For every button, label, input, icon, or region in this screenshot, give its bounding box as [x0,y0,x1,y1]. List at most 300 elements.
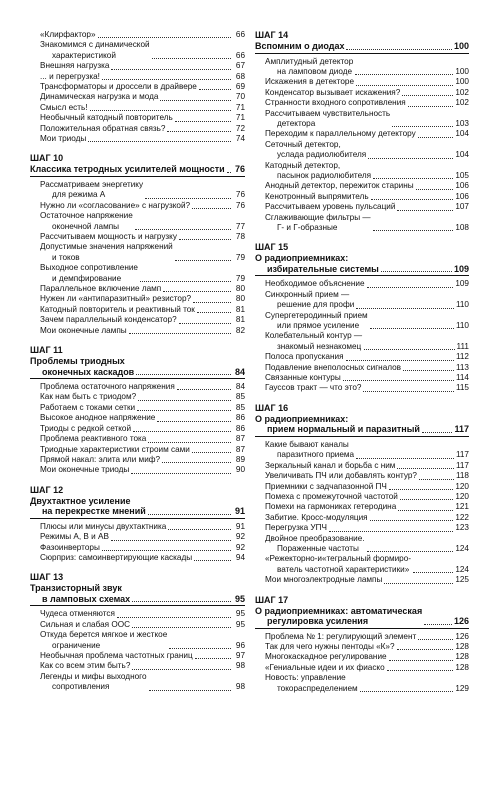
page-number: 84 [234,366,245,377]
chapter-title [255,414,469,437]
leader-dots [392,126,453,127]
chapter-label: ШАГ 13 [30,572,64,583]
toc-entry [255,109,469,130]
toc-entry-line: пасынок радиолюбителя [277,170,372,180]
toc-entry-text [265,213,371,234]
toc-entry-text [265,77,354,87]
page-number: 76 [235,200,245,210]
toc-entry-line: Многокаскадное регулирование [265,652,387,662]
chapter-block [30,30,245,144]
toc-entry-text [40,232,177,242]
chapter-title-text [255,414,420,435]
page-number: 124 [455,543,469,553]
toc-entry-text [40,609,115,619]
toc-entry-text [40,661,130,671]
toc-entry-text [40,651,193,661]
toc-entry-line: прием нормальный и паразитный [267,424,420,435]
toc-entry-line: Классика тетродных усилителей мощности [30,164,225,175]
toc-entry-text [40,72,100,82]
leader-dots [148,442,231,443]
page-number: 122 [455,512,469,522]
toc-entry-line: О радиоприемниках: автоматическая [255,605,423,616]
leader-dots [132,601,231,602]
toc-entry-line: Какие бывают каналы [265,439,349,449]
toc-entry [255,461,469,471]
toc-entry [30,661,245,671]
toc-entry [30,455,245,465]
chapter-label: ШАГ 17 [255,594,289,605]
page-number: 82 [235,325,245,335]
page-number: 91 [235,521,245,531]
toc-entry-line: Сглаживающие фильтры — [265,212,371,222]
toc-entry-line: Так для чего нужны пентоды «К»? [265,641,395,651]
toc-entry-text [265,482,387,492]
toc-entry-line: Мои оконечные лампы [40,325,127,335]
page-number: 71 [235,102,245,112]
chapter-title [30,496,245,519]
toc-entry-text [40,315,177,325]
chapter-label: ШАГ 12 [30,484,64,495]
toc-entry-line: регулировка усиления [267,616,369,627]
chapter-title [30,356,245,379]
leader-dots [422,432,453,433]
toc-entry-text [265,279,365,289]
toc-entry-text [265,290,354,311]
toc-entry-text [265,161,371,182]
page-number: 95 [235,609,245,619]
page-number: 123 [455,523,469,533]
leader-dots [356,308,454,309]
toc-entry [255,440,469,461]
toc-entry [255,642,469,652]
leader-dots [199,89,231,90]
leader-dots [368,158,453,159]
chapter-label: ШАГ 16 [255,402,289,413]
toc-entry [255,98,469,108]
chapter-title [255,253,469,276]
toc-entry [255,57,469,78]
toc-entry-line: Мои триоды [40,134,87,144]
leader-dots [197,312,231,313]
toc-entry-text [40,30,96,40]
leader-dots [132,669,231,670]
toc-entry-line: Необычный катодный повторитель [40,113,173,123]
toc-entry-line: сопротивления [52,682,110,692]
leader-dots [177,389,231,390]
toc-entry-line: Положительная обратная связь? [40,123,166,133]
toc-entry [30,403,245,413]
toc-entry-line: Увеличивать ПЧ или добавлять контур? [265,471,417,481]
chapter-title-text [255,41,344,52]
leader-dots [387,670,454,671]
toc-entry-line: Выходное сопротивление [40,263,138,273]
leader-dots [175,121,231,122]
page-number: 104 [455,129,469,139]
toc-entry [255,673,469,694]
toc-entry-text [265,129,416,139]
toc-entry-text [40,82,197,92]
toc-entry-line: Зачем параллельный конденсатор? [40,315,177,325]
toc-entry-line: на ламповом диоде [277,66,353,76]
leader-dots [160,100,231,101]
toc-entry [255,652,469,662]
toc-entry-line: Сильная и слабая ООС [40,619,130,629]
toc-entry-text [265,181,414,191]
leader-dots [371,199,454,200]
toc-entry-line: Параллельное включение ламп [40,284,162,294]
toc-entry [30,392,245,402]
page-number: 117 [455,460,469,470]
page-number: 102 [455,98,469,108]
page-number: 80 [235,284,245,294]
toc-entry-line: детектора [277,118,316,128]
toc-entry [30,134,245,144]
toc-entry [255,363,469,373]
leader-dots [111,540,231,541]
toc-entry [30,124,245,134]
toc-entry-line: Триоды с редкой сеткой [40,423,132,433]
page-number: 117 [455,450,469,460]
toc-entry-line: Синхронный прием — [265,289,350,299]
leader-dots [356,85,453,86]
toc-entry [30,61,245,71]
toc-entry-line: Колебательный контур — [265,331,363,341]
page-number: 128 [455,652,469,662]
page-number: 79 [235,252,245,262]
toc-entry [30,305,245,315]
leader-dots [343,380,454,381]
toc-entry-line: Транзисторный звук [30,583,122,594]
toc-entry-line: «Клирфактор» [40,30,96,39]
toc-entry-text [265,383,361,393]
leader-dots [98,37,231,38]
leader-dots [402,95,453,96]
toc-entry-text [265,642,395,652]
page-number: 128 [455,641,469,651]
toc-entry-line: Нужно ли «согласование» с нагрузкой? [40,200,191,210]
chapter-label: ШАГ 15 [255,242,289,253]
toc-entry [255,192,469,202]
leader-dots [408,106,454,107]
leader-dots [152,58,231,59]
toc-entry-line: Режимы А, В и АВ [40,532,109,542]
leader-dots [163,291,231,292]
leader-dots [169,648,231,649]
toc-entry-line: решение для профи [277,300,355,310]
chapter-title-text [255,606,422,627]
toc-entry-line: Как со всем этим быть? [40,661,131,671]
toc-entry-text [40,92,158,102]
toc-entry-text [265,57,353,78]
toc-entry-line: Приемники с задчапазонной ПЧ [265,481,387,491]
toc-entry [255,202,469,212]
toc-entry-line: Катодный детектор, [265,160,341,170]
toc-entry-text [40,61,109,71]
page-number: 81 [235,315,245,325]
page-number: 85 [235,402,245,412]
toc-entry-line: Рассматриваем энергетику [40,179,144,189]
leader-dots [162,462,231,463]
toc-entry-line: Откуда берется мягкое и жесткое [40,630,168,640]
leader-dots [364,349,454,350]
page-number: 84 [235,382,245,392]
toc-entry-text [265,440,354,461]
toc-entry-line: Динамическая нагрузка и мода [40,92,159,102]
page-number: 129 [455,683,469,693]
page-number: 96 [235,640,245,650]
toc-entry-line: Остаточное напряжение [40,211,133,221]
toc-entry-line: Чудеса отменяются [40,609,115,619]
chapter-block [30,345,245,476]
page-number: 125 [455,575,469,585]
toc-entry-line: Проблема реактивного тока [40,434,147,444]
page-number: 112 [455,352,469,362]
leader-dots [419,479,454,480]
toc-entry-line: «Гениальные идеи и их фиаско [265,662,385,672]
toc-entry-line: Амплитудный детектор [265,56,354,66]
page-number: 81 [235,304,245,314]
toc-entry [30,553,245,563]
page-number: 72 [235,123,245,133]
chapter-title-text [30,583,130,604]
toc-entry-line: Проблема остаточного напряжения [40,382,175,392]
toc-entry-line: Гауссов тракт — что это? [265,383,362,393]
toc-entry [255,140,469,161]
leader-dots [346,360,454,361]
page-number: 92 [235,532,245,542]
toc-entry [255,373,469,383]
toc-entry [30,242,245,263]
page-number: 76 [235,190,245,200]
page-number: 108 [455,223,469,232]
toc-entry-line: Двухтактное усиление [30,495,131,506]
toc-entry-text [265,575,382,585]
toc-entry-text [40,180,143,201]
toc-entry [30,232,245,242]
page-number: 71 [235,113,245,123]
toc-entry-text [40,211,133,232]
page-number: 114 [455,373,469,383]
toc-entry [30,465,245,475]
page-number: 80 [235,294,245,304]
toc-entry-line: Перегрузка УПЧ [265,523,327,533]
leader-dots [381,271,452,272]
page-number: 111 [456,341,469,351]
toc-entry-line: Г- и Г-образные [277,223,338,232]
toc-entry [255,663,469,673]
toc-entry-text [265,523,327,533]
page-number: 97 [235,650,245,660]
toc-entry-line: Странности входного сопротивления [265,98,406,108]
leader-dots [195,658,231,659]
toc-entry-text [265,98,406,108]
toc-entry [255,331,469,352]
leader-dots [192,452,231,453]
page-number: 66 [235,30,245,39]
leader-dots [424,624,452,625]
toc-entry [255,471,469,481]
toc-entry [255,534,469,555]
toc-entry-line: Трансформаторы и дроссели в драйвере [40,82,197,92]
toc-entry-text [265,652,387,662]
toc-entry-text [40,403,135,413]
toc-entry-text [265,461,395,471]
toc-entry-line: Зеркальный канал и борьба с ним [265,460,396,470]
toc-entry-text [265,331,362,352]
toc-entry [255,632,469,642]
toc-entry-text [40,672,147,693]
chapter-title [30,583,245,606]
toc-entry-line: Внешняя нагрузка [40,61,110,71]
toc-entry-line: Фазоинверторы [40,542,100,552]
toc-entry [30,103,245,113]
chapter-title [255,41,469,54]
page-number: 115 [455,383,469,393]
toc-entry-text [265,192,369,202]
chapter-title-text [30,356,134,377]
toc-entry-line: Связанные контуры [265,373,341,383]
toc-entry-line: Мои многоэлектродные лампы [265,575,383,585]
page-number: 95 [235,619,245,629]
toc-entry-line: Триодные характеристики строим сами [40,444,190,454]
page-number: 110 [455,300,469,310]
page-number: 121 [455,502,469,512]
toc-entry-text [40,305,195,315]
toc-entry-line: Работаем с токами сетки [40,402,136,412]
leader-dots [179,323,231,324]
toc-entry-text [40,392,136,402]
toc-entry [30,413,245,423]
toc-entry-text [265,363,401,373]
leader-dots [88,141,231,142]
toc-entry-text [40,201,190,211]
leader-dots [363,391,454,392]
toc-entry-text [265,109,390,130]
page-number: 85 [235,392,245,402]
page-number: 126 [453,616,469,627]
toc-entry-line: Мои оконечные триоды [40,465,130,475]
page-number: 128 [455,662,469,672]
leader-dots [356,458,454,459]
toc-entry [30,382,245,392]
leader-dots [145,198,231,199]
toc-entry [30,30,245,40]
leader-dots [329,531,453,532]
leader-dots [179,239,231,240]
toc-entry [30,609,245,619]
leader-dots [136,374,231,375]
page-number: 76 [234,164,245,175]
page-number: 100 [455,77,469,87]
toc-entry [30,201,245,211]
toc-entry-text [40,413,155,423]
toc-entry-line: услада радиолюбителя [277,150,367,160]
toc-entry-text [265,311,368,332]
toc-entry-line: ограничение [52,640,101,650]
toc-entry [30,263,245,284]
toc-entry [30,315,245,325]
leader-dots [346,49,452,50]
toc-entry [255,161,469,182]
toc-entry [255,352,469,362]
chapter-block [30,485,245,564]
toc-entry-line: Искажения в детекторе [265,77,355,87]
leader-dots [389,660,454,661]
page-number: 74 [235,134,245,144]
toc-entry-text [40,263,138,284]
leader-dots [418,137,454,138]
chapter-block [30,572,245,692]
leader-dots [403,370,454,371]
chapter-title [255,606,469,629]
page-number: 87 [235,444,245,454]
toc-entry-line: Как нам быть с триодом? [40,392,137,402]
page-number: 107 [455,202,469,212]
page-number: 90 [235,465,245,475]
leader-dots [367,551,454,552]
toc-entry [255,513,469,523]
toc-entry-text [40,630,167,651]
toc-entry [30,40,245,61]
leader-dots [90,110,231,111]
toc-entry-line: Пораженные частоты [277,543,359,553]
toc-entry-text [40,382,175,392]
toc-entry-text [265,554,411,575]
leader-dots [397,210,453,211]
toc-column-right [255,30,469,703]
page-number: 109 [453,263,469,274]
toc-entry-line: Подавление внеполосных сигналов [265,362,402,372]
toc-entry-line: Проблемы триодных [30,356,125,367]
page-number: 105 [455,170,469,180]
page-number: 117 [454,424,469,435]
toc-entry-line: и токов [52,252,80,262]
chapter-block [255,30,469,233]
toc-entry-line: Анодный детектор, пережиток старины [265,181,414,191]
toc-entry-text [40,522,166,532]
toc-entry-line: в ламповых схемах [42,593,131,604]
leader-dots [132,627,231,628]
leader-dots [194,560,231,561]
page-number: 126 [455,631,469,641]
toc-entry [255,482,469,492]
toc-entry-text [265,513,368,523]
leader-dots [175,260,231,261]
toc-entry-line: Полоса пропускания [265,352,344,362]
chapter-label: ШАГ 10 [30,153,64,164]
toc-entry [255,554,469,575]
leader-dots [360,691,454,692]
leader-dots [389,489,453,490]
toc-entry-line: Помехи на гармониках гетеродина [265,502,397,512]
leader-dots [384,583,453,584]
toc-entry [30,532,245,542]
toc-entry-text [40,103,88,113]
toc-entry [30,543,245,553]
leader-dots [102,550,231,551]
leader-dots [355,74,453,75]
toc-entry [30,620,245,630]
toc-entry-line: Смысл есть! [40,102,88,112]
toc-entry-line: и демпфирование [52,273,122,283]
toc-entry-text [265,502,396,512]
toc-entry-text [40,294,191,304]
toc-entry [30,82,245,92]
toc-entry-line: или прямое усиление [277,321,360,331]
leader-dots [131,473,231,474]
toc-entry-line: ... и перегрузка! [40,71,100,81]
leader-dots [129,333,231,334]
